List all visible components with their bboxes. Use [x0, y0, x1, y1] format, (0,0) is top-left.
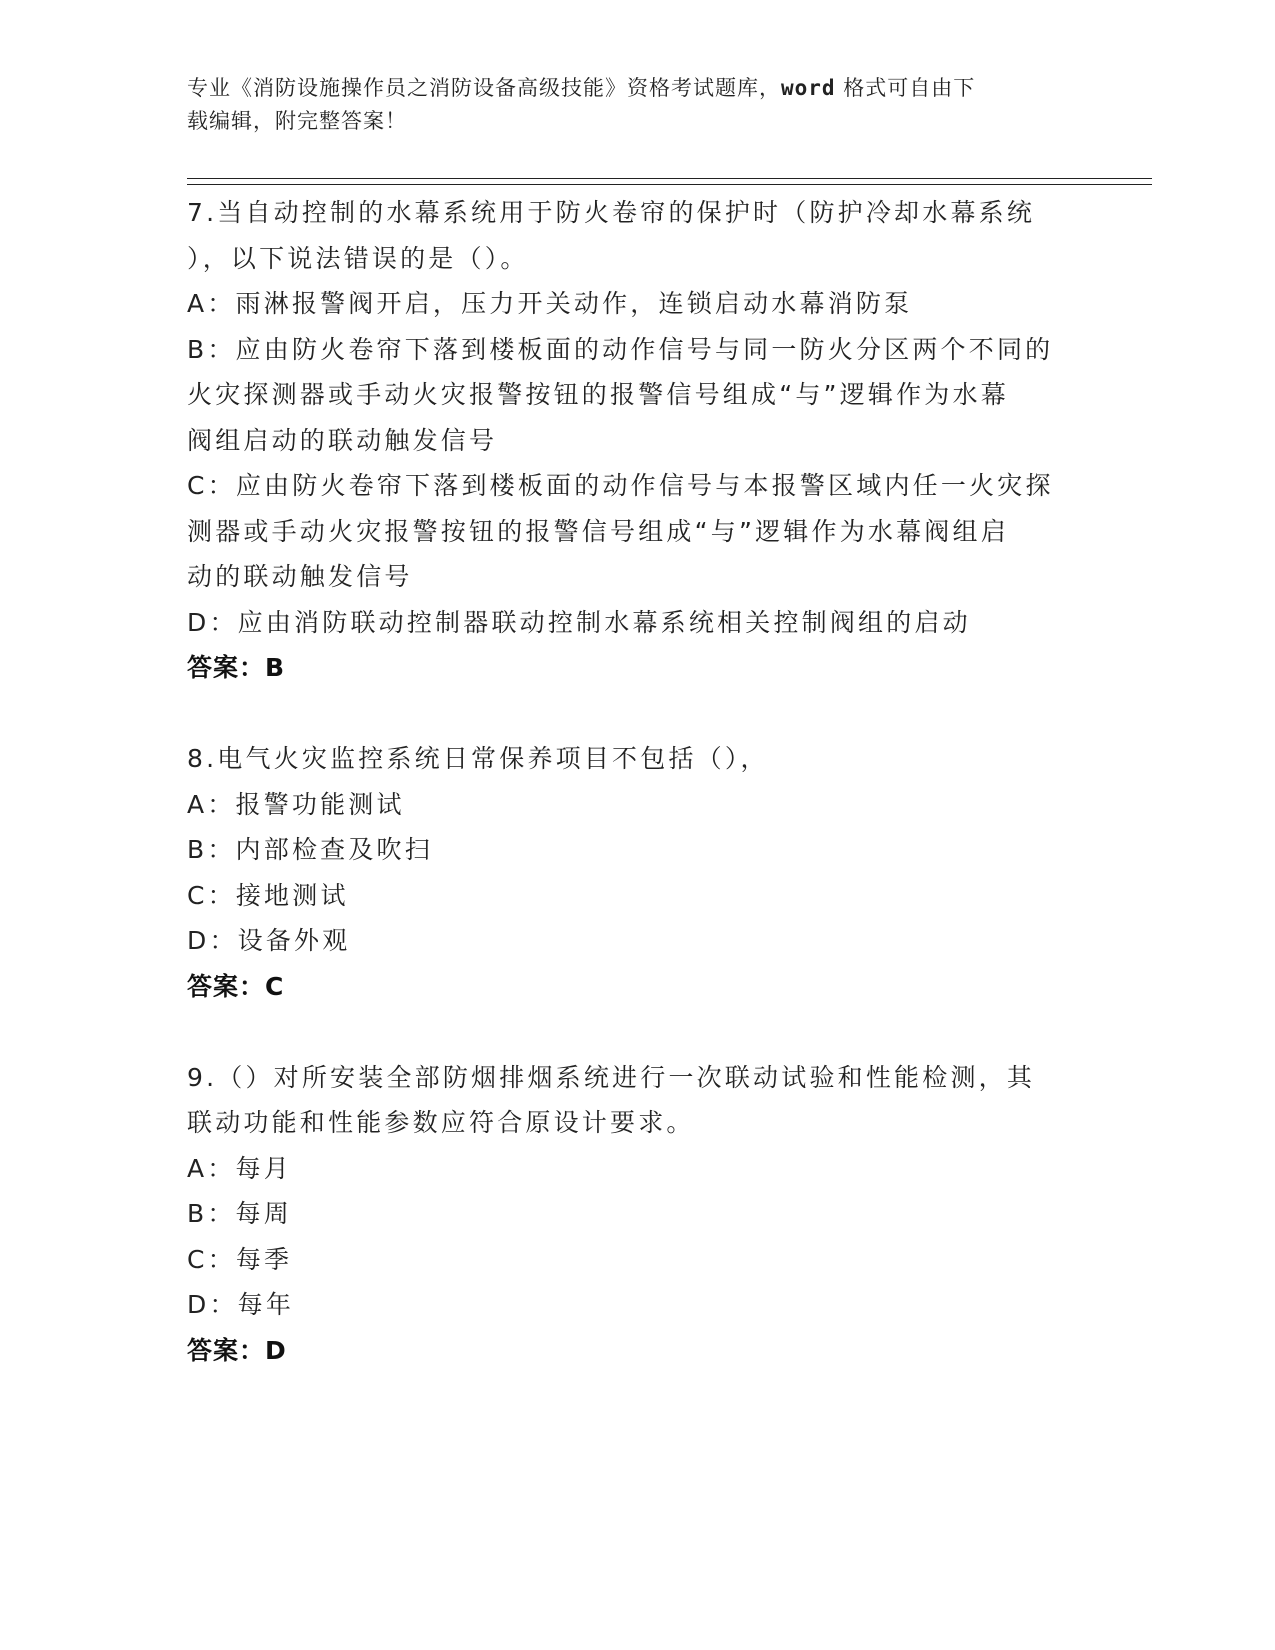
option-c: C：每季 [187, 1244, 293, 1274]
option-a: A：报警功能测试 [187, 789, 405, 819]
question-list [187, 190, 1087, 1373]
option-c-cont: 测器或手动火灾报警按钮的报警信号组成“与”逻辑作为水幕阀组启 [187, 516, 1009, 546]
header-suffix: 格式可自由下 [835, 76, 976, 100]
answer-7: 答案：B [187, 653, 286, 682]
spacer [187, 1009, 1087, 1055]
answer-9: 答案：D [187, 1335, 287, 1365]
question-stem-line: 7.当自动控制的水幕系统用于防火卷帘的保护时（防护冷却水幕系统 [187, 198, 1036, 227]
option-a: A：每月 [187, 1153, 292, 1183]
question-stem-line: 9.（）对所安装全部防烟排烟系统进行一次联动试验和性能检测，其 [187, 1062, 1036, 1092]
option-c: C：接地测试 [187, 880, 349, 910]
header-word: word [781, 76, 836, 100]
option-b-cont: 阀组启动的联动触发信号 [187, 425, 498, 455]
document-header [187, 72, 1067, 138]
option-d: D：每年 [187, 1290, 295, 1319]
option-b-cont: 火灾探测器或手动火灾报警按钮的报警信号组成“与”逻辑作为水幕 [187, 380, 1009, 409]
option-b: B：每周 [187, 1199, 292, 1228]
question-stem-line: ），以下说法错误的是（）。 [187, 243, 529, 273]
question-stem-line: 联动功能和性能参数应符合原设计要求。 [187, 1108, 695, 1137]
option-b: B：应由防火卷帘下落到楼板面的动作信号与同一防火分区两个不同的 [187, 334, 1054, 364]
option-b: B：内部检查及吹扫 [187, 835, 433, 864]
option-d: D：应由消防联动控制器联动控制水幕系统相关控制阀组的启动 [187, 607, 971, 637]
option-a: A：雨淋报警阀开启，压力开关动作，连锁启动水幕消防泵 [187, 289, 913, 318]
question-stem-line: 8.电气火灾监控系统日常保养项目不包括（）， [187, 744, 769, 773]
option-c: C：应由防火卷帘下落到楼板面的动作信号与本报警区域内任一火灾探 [187, 471, 1054, 500]
header-divider-bottom [187, 184, 1152, 185]
header-line-1 [187, 72, 1067, 105]
header-prefix: 专业《消防设施操作员之消防设备高级技能》资格考试题库， [187, 76, 781, 100]
option-d: D：设备外观 [187, 926, 351, 955]
header-divider-top [187, 178, 1152, 179]
option-c-cont: 动的联动触发信号 [187, 562, 413, 591]
question-8 [187, 736, 1087, 1009]
spacer [187, 691, 1087, 737]
answer-8: 答案：C [187, 971, 285, 1001]
question-7 [187, 190, 1087, 691]
header-line-2: 载编辑，附完整答案！ [187, 109, 407, 133]
question-9 [187, 1055, 1087, 1374]
